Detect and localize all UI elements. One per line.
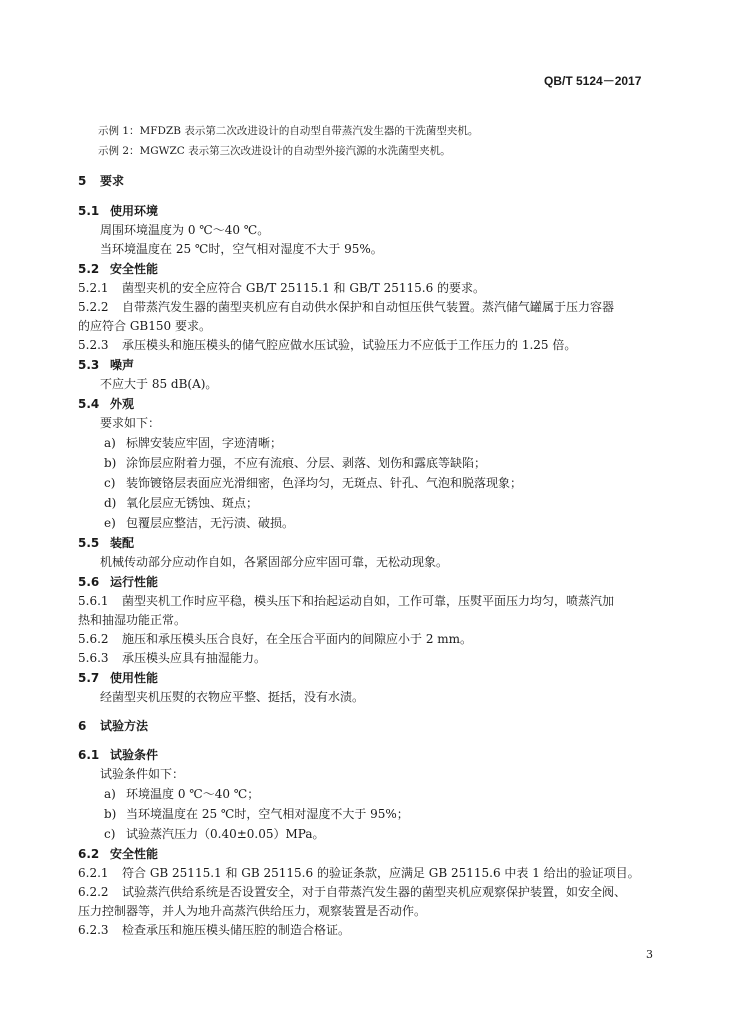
paragraph: 当环境温度在 25 ℃时，空气相对湿度不大于 95%。 [100,242,383,256]
section-number: 5 [78,174,87,188]
list-text: 包覆层应整洁，无污渍、破损。 [126,516,295,530]
list-text: 环境温度 0 ℃～40 ℃； [126,787,260,801]
list-marker: c) [104,476,116,490]
section-title: 要求 [100,174,125,188]
section-6-2-heading [78,846,158,862]
clause-5-6-2 [78,631,472,647]
list-item [104,435,282,451]
section-number: 6.2 [78,847,100,861]
section-number: 5.5 [78,536,100,550]
section-title: 试验方法 [100,719,149,733]
section-5-7-heading [78,670,158,686]
section-title: 安全性能 [110,847,159,861]
clause-text: 符合 GB 25115.1 和 GB 25115.6 的验证条款，应满足 GB 25115.6 中表 1 给出的验证项目。 [122,866,640,880]
list-item [104,786,259,802]
list-text: 试验蒸汽压力（0.40±0.05）MPa。 [126,827,325,841]
clause-text: 检查承压和施压模头储压腔的制造合格证。 [122,923,351,937]
clause-5-2-1 [78,280,485,296]
section-5-heading [78,173,124,189]
list-item [104,806,409,822]
paragraph: 经菌型夹机压熨的衣物应平整、挺括，没有水渍。 [100,690,365,704]
clause-text: 自带蒸汽发生器的菌型夹机应有自动供水保护和自动恒压供气装置。蒸汽储气罐属于压力容器 [122,300,615,314]
section-5-4-heading [78,396,134,412]
paragraph: 不应大于 85 dB(A)。 [100,377,218,391]
list-marker: d) [104,496,117,510]
list-marker: b) [104,456,117,470]
clause-number: 5.2.2 [78,300,109,314]
section-title: 使用性能 [110,671,159,685]
paragraph: 机械传动部分应动作自如，各紧固部分应牢固可靠，无松动现象。 [100,555,449,569]
list-text: 氧化层应无锈蚀、斑点； [126,496,259,510]
clause-number: 5.6.3 [78,651,109,665]
standard-code: QB/T 5124－2017 [544,74,642,88]
clause-text: 施压和承压模头压合良好，在全压合平面内的间隙应小于 2 mm。 [122,632,473,646]
section-6-heading [78,718,148,734]
clause-continuation: 的应符合 GB150 要求。 [78,319,211,333]
section-number: 5.6 [78,575,100,589]
list-marker: a) [104,436,116,450]
clause-5-6-1 [78,593,614,609]
clause-number: 5.6.1 [78,594,109,608]
section-number: 5.4 [78,397,100,411]
clause-number: 5.6.2 [78,632,109,646]
paragraph: 周围环境温度为 0 ℃～40 ℃。 [100,223,270,237]
list-marker: e) [104,516,116,530]
clause-6-2-3 [78,922,350,938]
section-number: 6 [78,719,87,733]
section-title: 安全性能 [110,262,159,276]
list-text: 当环境温度在 25 ℃时，空气相对湿度不大于 95%； [126,807,409,821]
paragraph: 要求如下： [100,416,161,430]
clause-number: 5.2.1 [78,281,109,295]
section-number: 5.3 [78,358,100,372]
page-number: 3 [646,948,653,961]
example-1: 示例 1：MFDZB 表示第二次改进设计的自动型自带蒸汽发生器的干洗菌型夹机。 [98,125,479,137]
clause-text: 菌型夹机的安全应符合 GB/T 25115.1 和 GB/T 25115.6 的要求。 [122,281,486,295]
list-item [104,495,258,511]
section-5-5-heading [78,535,134,551]
clause-text: 承压模头和施压模头的储气腔应做水压试验，试验压力不应低于工作压力的 1.25 倍。 [122,338,577,352]
clause-text: 承压模头应具有抽湿能力。 [122,651,267,665]
clause-5-2-2 [78,299,614,315]
section-5-6-heading [78,574,158,590]
section-number: 6.1 [78,748,100,762]
list-marker: a) [104,787,116,801]
section-6-1-heading [78,747,158,763]
clause-continuation: 热和抽湿功能正常。 [78,613,187,627]
list-item [104,475,522,491]
section-number: 5.1 [78,204,100,218]
section-title: 试验条件 [110,748,159,762]
clause-number: 5.2.3 [78,338,109,352]
clause-number: 6.2.2 [78,885,109,899]
clause-number: 6.2.3 [78,923,109,937]
list-marker: b) [104,807,117,821]
list-marker: c) [104,827,116,841]
clause-number: 6.2.1 [78,866,109,880]
section-number: 5.2 [78,262,100,276]
list-text: 标牌安装应牢固，字迹清晰； [126,436,283,450]
paragraph: 试验条件如下： [100,767,185,781]
section-5-3-heading [78,357,134,373]
clause-6-2-2 [78,884,626,900]
clause-text: 试验蒸汽供给系统是否设置安全，对于自带蒸汽发生器的菌型夹机应观察保护装置，如安全阀、 [122,885,627,899]
section-title: 装配 [110,536,135,550]
section-5-2-heading [78,261,158,277]
clause-6-2-1 [78,865,640,881]
clause-continuation: 压力控制器等，并人为地升高蒸汽供给压力，观察装置是否动作。 [78,904,427,918]
list-item [104,515,294,531]
list-item [104,826,324,842]
section-title: 外观 [110,397,135,411]
section-title: 运行性能 [110,575,159,589]
section-5-1-heading [78,203,158,219]
clause-text: 菌型夹机工作时应平稳，模头压下和抬起运动自如，工作可靠，压熨平面压力均匀，喷蒸汽加 [122,594,615,608]
section-title: 使用环境 [110,204,159,218]
clause-5-2-3 [78,337,576,353]
example-2: 示例 2：MGWZC 表示第三次改进设计的自动型外接汽源的水洗菌型夹机。 [98,145,451,157]
list-text: 装饰镀铬层表面应光滑细密，色泽均匀，无斑点、针孔、气泡和脱落现象； [126,476,523,490]
section-title: 噪声 [110,358,135,372]
list-text: 涂饰层应附着力强，不应有流痕、分层、剥落、划伤和露底等缺陷； [126,456,487,470]
section-number: 5.7 [78,671,100,685]
list-item [104,455,486,471]
clause-5-6-3 [78,650,266,666]
